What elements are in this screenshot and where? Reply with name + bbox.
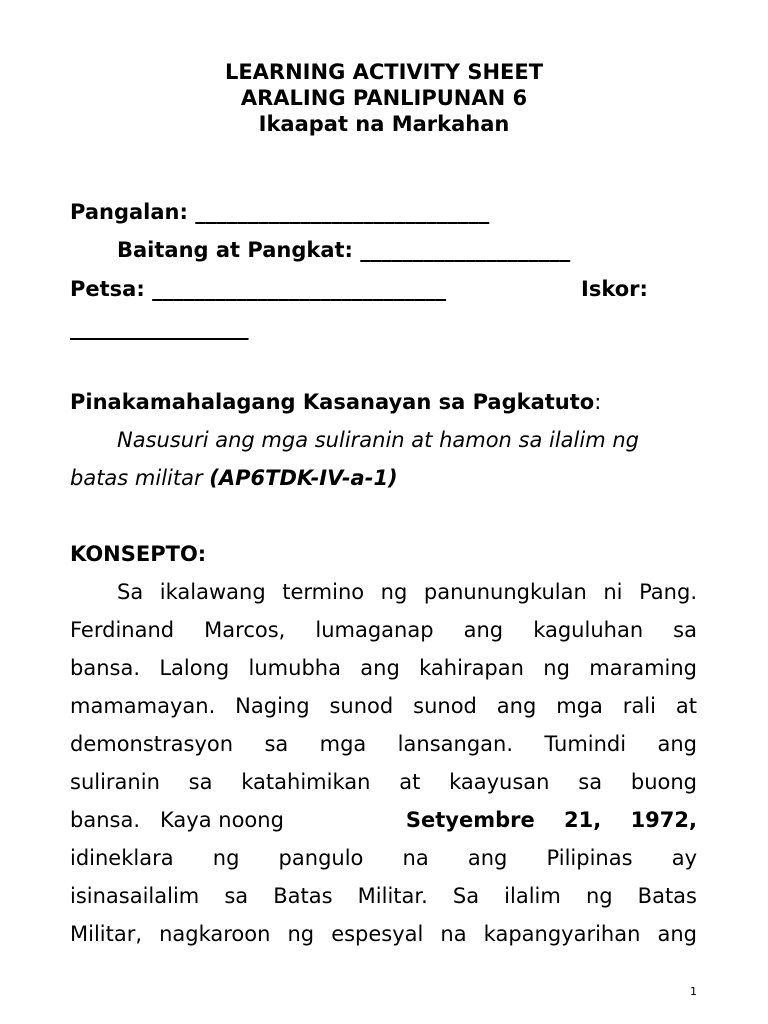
competency-code: (AP6TDK-IV-a-1) xyxy=(209,466,398,490)
name-label: Pangalan: xyxy=(70,200,188,224)
concept-line-8: idineklara ng pangulo na ang Pilipinas ay xyxy=(70,846,697,870)
document-header xyxy=(0,59,768,137)
concept-line-3: bansa. Lalong lumubha ang kahirapan ng maraming xyxy=(70,656,697,680)
grade-blank: ____________________ xyxy=(360,238,571,262)
concept-heading: KONSEPTO: xyxy=(70,542,207,566)
competency-heading xyxy=(70,389,601,415)
name-blank: ____________________________ xyxy=(195,200,490,224)
concept-line-7 xyxy=(70,807,697,833)
page-number: 1 xyxy=(690,985,697,998)
competency-label: Pinakamahalagang Kasanayan sa Pagkatuto xyxy=(70,390,595,414)
martial-law-date: Setyembre 21, 1972, xyxy=(405,808,697,832)
header-title: LEARNING ACTIVITY SHEET xyxy=(224,60,544,84)
concept-line-2: Ferdinand Marcos, lumaganap ang kaguluhan sa xyxy=(70,618,697,642)
header-quarter: Ikaapat na Markahan xyxy=(258,112,510,136)
date-blank: ____________________________ xyxy=(152,277,447,301)
name-field-row xyxy=(70,199,489,225)
grade-field-row xyxy=(117,237,570,263)
concept-line-7-text: bansa. Kaya noong xyxy=(70,808,291,832)
date-field-row xyxy=(70,276,446,302)
competency-line-1: Nasusuri ang mga suliranin at hamon sa ilalim ng xyxy=(117,428,639,452)
competency-colon: : xyxy=(594,390,602,414)
concept-line-9: isinasailalim sa Batas Militar. Sa ilalim ng Batas xyxy=(70,884,697,908)
score-blank: _________________ xyxy=(70,316,249,340)
concept-line-6: suliranin sa katahimikan at kaayusan sa buong xyxy=(70,770,697,794)
concept-line-1: Sa ikalawang termino ng panunungkulan ni Pang. xyxy=(117,580,697,604)
header-subject: ARALING PANLIPUNAN 6 xyxy=(240,86,528,110)
competency-text: batas militar xyxy=(70,466,210,490)
concept-line-10: Militar, nagkaroon ng espesyal na kapangyarihan ang xyxy=(70,922,697,946)
grade-label: Baitang at Pangkat: xyxy=(117,238,353,262)
concept-line-4: mamamayan. Naging sunod sunod ang mga rali at xyxy=(70,694,697,718)
concept-line-5: demonstrasyon sa mga lansangan. Tumindi ang xyxy=(70,732,697,756)
date-label: Petsa: xyxy=(70,277,145,301)
score-label: Iskor: xyxy=(581,277,648,301)
competency-line-2 xyxy=(70,465,398,491)
